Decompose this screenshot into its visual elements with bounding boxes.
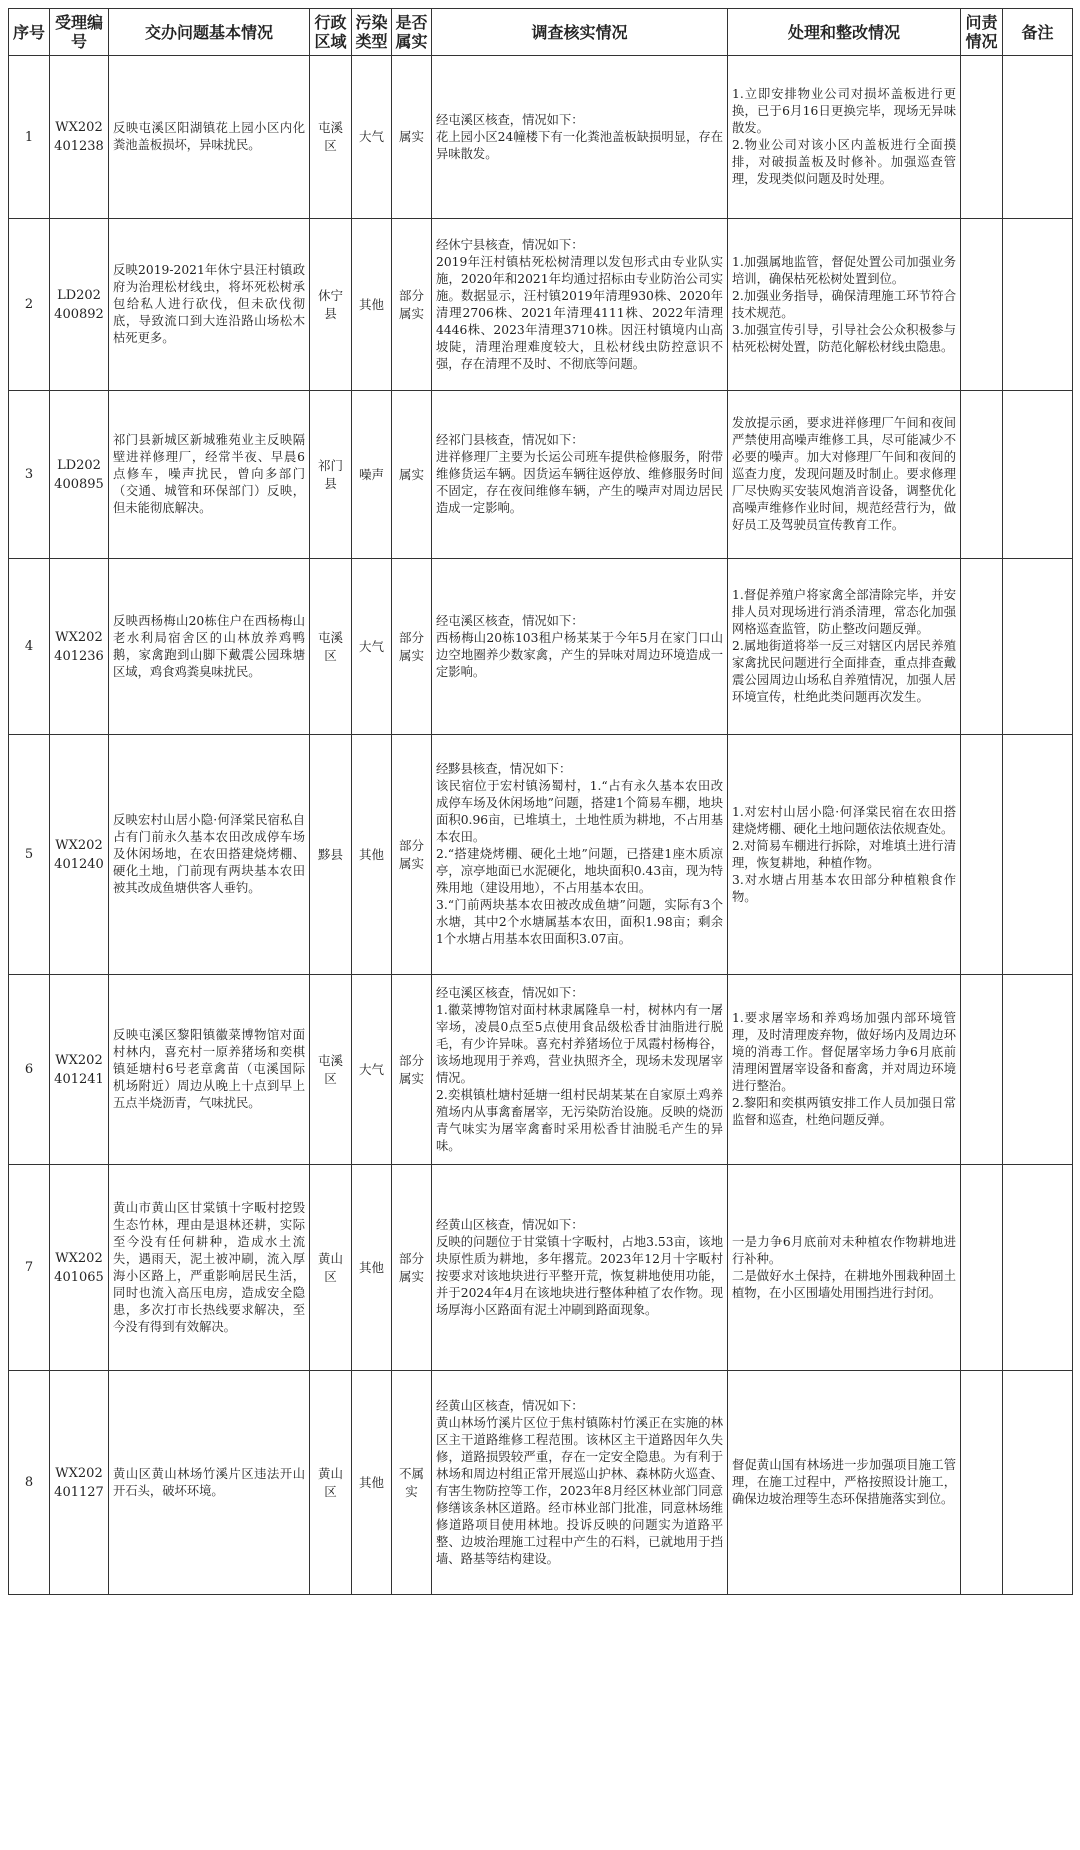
row-investigation (432, 1371, 728, 1595)
complaint-table (8, 8, 1073, 1595)
row-code: LD202400895 (50, 391, 109, 559)
row-code: WX202401238 (50, 56, 109, 219)
row-truth: 部分属实 (392, 219, 432, 391)
investigation-paragraph: 经祁门县核查，情况如下： (436, 433, 584, 447)
investigation-paragraph: 西杨梅山20栋103租户杨某某于今年5月在家门口山边空地圈养少数家禽，产生的异味对周边环境造成一定影响。 (436, 630, 723, 679)
investigation-paragraph: 1.徽菜博物馆对面村林隶属隆阜一村，树林内有一屠宰场，凌晨0点至5点使用食品级松香甘油脂进行脱毛，有少许异味。喜充村养猪场位于凤霞村杨梅谷，该场地现用于养鸡，营业执照齐全，现场未发现屠宰情况。 (436, 1002, 723, 1085)
handling-paragraph: 1.对宏村山居小隐·何泽棠民宿在农田搭建烧烤棚、硬化土地问题依法依规查处。 (732, 804, 956, 836)
investigation-paragraph: 经黟县核查，情况如下： (436, 762, 572, 776)
row-pollution: 其他 (352, 735, 392, 975)
handling-paragraph: 1.加强属地监管，督促处置公司加强业务培训，确保枯死松树处置到位。 (732, 254, 956, 286)
row-handling (728, 391, 961, 559)
investigation-paragraph: 花上园小区24幢楼下有一化粪池盖板缺损明显，存在异味散发。 (436, 129, 723, 161)
row-remark (1003, 391, 1073, 559)
row-investigation (432, 735, 728, 975)
row-remark (1003, 1371, 1073, 1595)
row-handling (728, 1371, 961, 1595)
row-truth: 属实 (392, 391, 432, 559)
header-region: 行政区域 (310, 9, 352, 56)
row-region: 黄山区 (310, 1371, 352, 1595)
row-seq: 7 (9, 1165, 50, 1371)
row-pollution: 噪声 (352, 391, 392, 559)
investigation-paragraph: 2019年汪村镇枯死松树清理以发包形式由专业队实施，2020年和2021年均通过招标由专业防治公司实施。数据显示，汪村镇2019年清理930株、2020年清理2706株、2021年清理4111株、2022年清理4446株、2023年清理3710株。因汪村镇境内山高坡陡，清理治理难度较大，且松材线虫防控意识不强，存在清理不及时、不彻底等问题。 (436, 254, 723, 371)
handling-paragraph: 发放提示函，要求进祥修理厂午间和夜间严禁使用高噪声维修工具，尽可能减少不必要的噪声。加大对修理厂午间和夜间的巡查力度，发现问题及时制止。要求修理厂尽快购买安装风炮消音设备，调整优化高噪声维修作业时间，规范经营行为，做好员工及驾驶员宣传教育工作。 (732, 416, 956, 532)
header-code: 受理编号 (50, 9, 109, 56)
row-accountability (961, 735, 1003, 975)
table-row (9, 391, 1073, 559)
header-accountability: 问责情况 (961, 9, 1003, 56)
row-seq: 4 (9, 559, 50, 735)
row-code: LD202400892 (50, 219, 109, 391)
row-issue: 反映宏村山居小隐·何泽棠民宿私自占有门前永久基本农田改成停车场及休闲场地，在农田搭建烧烤棚、硬化土地，门前现有两块基本农田被其改成鱼塘供客人垂钓。 (109, 735, 310, 975)
row-truth: 部分属实 (392, 975, 432, 1165)
table-header-row (9, 9, 1073, 56)
table-row (9, 219, 1073, 391)
header-remark: 备注 (1003, 9, 1073, 56)
row-accountability (961, 56, 1003, 219)
row-issue: 反映2019-2021年休宁县汪村镇政府为治理松材线虫，将坏死松树承包给私人进行砍伐，但未砍伐彻底，导致流口到大连沿路山场松木枯死更多。 (109, 219, 310, 391)
row-pollution: 其他 (352, 1371, 392, 1595)
table-row (9, 1371, 1073, 1595)
table-row (9, 559, 1073, 735)
investigation-paragraph: 黄山林场竹溪片区位于焦村镇陈村竹溪正在实施的林区主干道路维修工程范围。该林区主干道路因年久失修，道路损毁较严重，存在一定安全隐患。为有利于林场和周边村组正常开展巡山护林、森林防火巡查、有害生物防控等工作，2023年8月经区林业部门同意修缮该条林区道路。经市林业部门批准，同意林场维修道路项目使用林地。投诉反映的问题实为道路平整、边坡治理施工过程中产生的石料，已就地用于挡墙、路基等结构建设。 (436, 1415, 723, 1566)
document-page (8, 8, 1072, 1595)
investigation-paragraph: 该民宿位于宏村镇汤蜀村，1.“占有永久基本农田改成停车场及休闲场地”问题，搭建1个简易车棚，地块面积0.96亩，已堆填土，土地性质为耕地，不占用基本农田。 (436, 779, 723, 844)
table-row (9, 975, 1073, 1165)
row-code: WX202401236 (50, 559, 109, 735)
investigation-paragraph: 反映的问题位于甘棠镇十字畈村，占地3.53亩，该地块原性质为耕地，多年撂荒。2023年12月十字畈村按要求对该地块进行平整开荒，恢复耕地使用功能，并于2024年4月在该地块进行整体种植了农作物。现场厚海小区路面有泥土冲刷到路面现象。 (436, 1234, 723, 1317)
row-remark (1003, 1165, 1073, 1371)
investigation-paragraph: 2.奕棋镇杜塘村延塘一组村民胡某某在自家原土鸡养殖场内从事禽畜屠宰，无污染防治设施。反映的烧沥青气味实为屠宰禽畜时采用松香甘油脱毛产生的异味。 (436, 1087, 723, 1153)
header-handling: 处理和整改情况 (728, 9, 961, 56)
row-remark (1003, 735, 1073, 975)
table-row (9, 1165, 1073, 1371)
row-accountability (961, 975, 1003, 1165)
row-investigation (432, 1165, 728, 1371)
row-code: WX202401065 (50, 1165, 109, 1371)
row-seq: 1 (9, 56, 50, 219)
row-truth: 部分属实 (392, 1165, 432, 1371)
row-region: 黄山区 (310, 1165, 352, 1371)
handling-paragraph: 2.加强业务指导，确保清理施工环节符合技术规范。 (732, 288, 956, 320)
row-handling (728, 1165, 961, 1371)
row-truth: 部分属实 (392, 559, 432, 735)
row-accountability (961, 559, 1003, 735)
handling-paragraph: 2.属地街道将举一反三对辖区内居民养殖家禽扰民问题进行全面排查，重点排查戴震公园周边山场私自养殖情况，加强人居环境宣传，杜绝此类问题再次发生。 (732, 639, 956, 704)
investigation-paragraph: 经黄山区核查，情况如下： (436, 1217, 584, 1232)
table-body (9, 56, 1073, 1595)
row-investigation (432, 559, 728, 735)
row-remark (1003, 219, 1073, 391)
investigation-paragraph: 经屯溪区核查，情况如下： (436, 112, 584, 127)
row-handling (728, 219, 961, 391)
row-seq: 2 (9, 219, 50, 391)
header-truth: 是否属实 (392, 9, 432, 56)
handling-paragraph: 1.要求屠宰场和养鸡场加强内部环境管理，及时清理废弃物，做好场内及周边环境的消毒工作。督促屠宰场力争6月底前清理闲置屠宰设备和畜禽，并对周边环境进行整治。 (732, 1011, 956, 1093)
row-investigation (432, 219, 728, 391)
handling-paragraph: 2.黎阳和奕棋两镇安排工作人员加强日常监督和巡查，杜绝问题反弹。 (732, 1096, 956, 1127)
row-pollution: 大气 (352, 975, 392, 1165)
handling-paragraph: 二是做好水土保持，在耕地外围栽种固土植物，在小区围墙处用围挡进行封闭。 (732, 1268, 956, 1300)
row-remark (1003, 56, 1073, 219)
investigation-paragraph: 2.“搭建烧烤棚、硬化土地”问题，已搭建1座木质凉亭，凉亭地面已水泥硬化，地块面积0.43亩，现为特殊用地（建设用地），不占用基本农田。 (436, 847, 723, 895)
handling-paragraph: 1.督促养殖户将家禽全部清除完毕，并安排人员对现场进行消杀清理，常态化加强网格巡查监管，防止整改问题反弹。 (732, 588, 956, 636)
row-pollution: 其他 (352, 219, 392, 391)
row-issue: 反映屯溪区黎阳镇徽菜博物馆对面村林内，喜充村一原养猪场和奕棋镇延塘村6号老章禽苗（屯溪国际机场附近）周边从晚上十点到早上五点半烧沥青，气味扰民。 (109, 975, 310, 1165)
row-region: 屯溪区 (310, 975, 352, 1165)
row-issue: 祁门县新城区新城雅苑业主反映隔壁进祥修理厂，经常半夜、早晨6点修车，噪声扰民，曾向多部门（交通、城管和环保部门）反映，但未能彻底解决。 (109, 391, 310, 559)
row-handling (728, 56, 961, 219)
handling-paragraph: 督促黄山国有林场进一步加强项目施工管理，在施工过程中，严格按照设计施工，确保边坡治理等生态环保措施落实到位。 (732, 1458, 956, 1506)
row-issue: 黄山区黄山林场竹溪片区违法开山开石头，破坏环境。 (109, 1371, 310, 1595)
row-issue: 反映西杨梅山20栋住户在西杨梅山老水利局宿舍区的山林放养鸡鸭鹅，家禽跑到山脚下戴震公园珠塘区域，鸡食鸡粪臭味扰民。 (109, 559, 310, 735)
row-accountability (961, 1165, 1003, 1371)
header-pollution: 污染类型 (352, 9, 392, 56)
row-code: WX202401241 (50, 975, 109, 1165)
row-investigation (432, 391, 728, 559)
header-investigation: 调查核实情况 (432, 9, 728, 56)
row-region: 屯溪区 (310, 56, 352, 219)
handling-paragraph: 2.对简易车棚进行拆除，对堆填土进行清理，恢复耕地，种植作物。 (732, 838, 956, 870)
investigation-paragraph: 经黄山区核查，情况如下： (436, 1398, 584, 1413)
row-handling (728, 559, 961, 735)
row-region: 休宁县 (310, 219, 352, 391)
handling-paragraph: 1.立即安排物业公司对损坏盖板进行更换，已于6月16日更换完毕，现场无异味散发。 (732, 87, 956, 135)
investigation-paragraph: 经休宁县核查，情况如下： (436, 237, 584, 252)
row-handling (728, 975, 961, 1165)
investigation-paragraph: 经屯溪区核查，情况如下： (436, 613, 584, 628)
row-investigation (432, 56, 728, 219)
row-accountability (961, 219, 1003, 391)
row-issue: 反映屯溪区阳湖镇花上园小区内化粪池盖板损坏，异味扰民。 (109, 56, 310, 219)
handling-paragraph: 3.对水塘占用基本农田部分种植粮食作物。 (732, 872, 956, 904)
row-truth: 不属实 (392, 1371, 432, 1595)
row-region: 祁门县 (310, 391, 352, 559)
row-seq: 8 (9, 1371, 50, 1595)
row-investigation (432, 975, 728, 1165)
row-region: 屯溪区 (310, 559, 352, 735)
row-remark (1003, 975, 1073, 1165)
row-code: WX202401240 (50, 735, 109, 975)
row-code: WX202401127 (50, 1371, 109, 1595)
row-truth: 属实 (392, 56, 432, 219)
row-truth: 部分属实 (392, 735, 432, 975)
handling-paragraph: 2.物业公司对该小区内盖板进行全面摸排，对破损盖板及时修补。加强巡查管理，发现类似问题及时处理。 (732, 138, 956, 186)
row-accountability (961, 391, 1003, 559)
row-pollution: 其他 (352, 1165, 392, 1371)
header-issue: 交办问题基本情况 (109, 9, 310, 56)
row-seq: 5 (9, 735, 50, 975)
row-pollution: 大气 (352, 559, 392, 735)
row-remark (1003, 559, 1073, 735)
handling-paragraph: 3.加强宣传引导，引导社会公众积极参与枯死松树处置，防范化解松材线虫隐患。 (732, 322, 956, 354)
row-handling (728, 735, 961, 975)
investigation-paragraph: 经屯溪区核查，情况如下： (436, 985, 584, 1000)
row-pollution: 大气 (352, 56, 392, 219)
handling-paragraph: 一是力争6月底前对未种植农作物耕地进行补种。 (732, 1234, 956, 1266)
investigation-paragraph: 进祥修理厂主要为长运公司班车提供检修服务，附带维修货运车辆。因货运车辆往返停放、维修服务时间不固定，存在夜间维修车辆，产生的噪声对周边居民造成一定影响。 (436, 450, 723, 515)
row-region: 黟县 (310, 735, 352, 975)
row-seq: 3 (9, 391, 50, 559)
row-issue: 黄山市黄山区甘棠镇十字畈村挖毁生态竹林，理由是退林还耕，实际至今没有任何耕种，造成水土流失，遇雨天，泥土被冲刷，流入厚海小区路上，严重影响居民生活，同时也流入高压电房，造成安全隐患，多次打市长热线要求解决，至今没有得到有效解决。 (109, 1165, 310, 1371)
table-row (9, 56, 1073, 219)
table-row (9, 735, 1073, 975)
header-seq: 序号 (9, 9, 50, 56)
row-seq: 6 (9, 975, 50, 1165)
investigation-paragraph: 3.“门前两块基本农田被改成鱼塘”问题，实际有3个水塘，其中2个水塘属基本农田，面积1.98亩；剩余1个水塘占用基本农田面积3.07亩。 (436, 898, 723, 946)
row-accountability (961, 1371, 1003, 1595)
